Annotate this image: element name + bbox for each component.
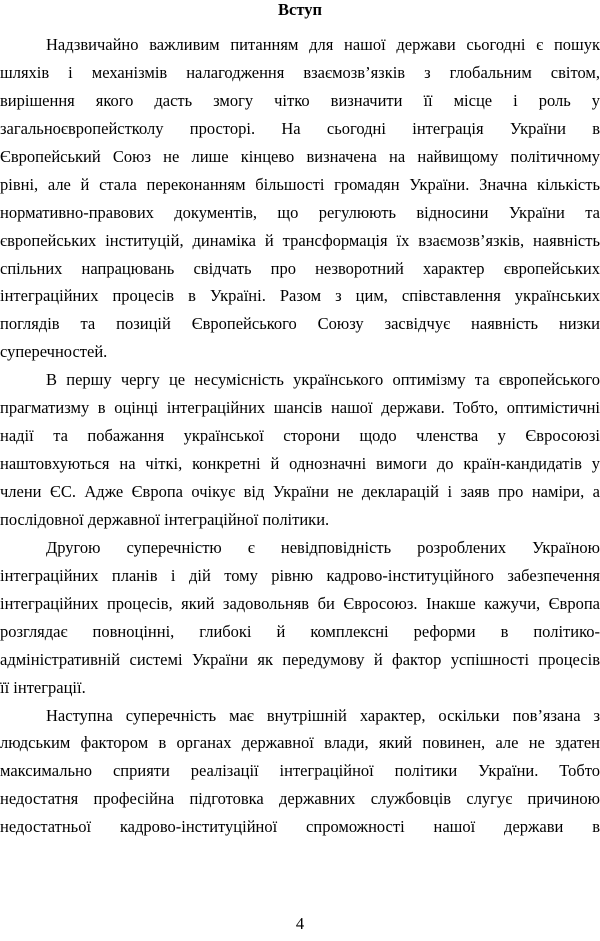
section-title: Вступ — [278, 0, 322, 19]
paragraph-1-line-6: рівні, але й стала переконанням більшості громадян України. Значна кількість — [0, 174, 600, 194]
paragraph-1-line-11: поглядів та позицій Європейського Союзу засвідчує наявність низки — [0, 314, 600, 334]
paragraph-2-line-4: наштовхуються на чіткі, конкретні й однозначні вимоги до країн-кандидатів у — [0, 454, 600, 474]
paragraph-1-line-3: вирішення якого дасть змогу чітко визначити її місце і роль у — [0, 90, 600, 110]
paragraph-1-line-1: Надзвичайно важливим питанням для нашої держави сьогодні є пошук — [46, 35, 600, 54]
paragraph-3-line-6: її інтеграції. — [0, 677, 86, 697]
paragraph-3-line-4: розглядає повноцінні, глибокі й комплексні реформи в політико- — [0, 621, 600, 641]
paragraph-3-line-3: інтеграційних процесів, який задовольняв би Євросоюз. Інакше кажучи, Європа — [0, 593, 600, 613]
paragraph-1-line-10: інтеграційних процесів в Україні. Разом з цим, співставлення українських — [0, 286, 600, 306]
paragraph-1-line-5: Європейський Союз не лише кінцево визначена на найвищому політичному — [0, 146, 600, 166]
paragraph-1-line-12: суперечностей. — [0, 342, 108, 362]
paragraph-2-line-3: надії та побажання української сторони щодо членства у Євросоюзі — [0, 426, 600, 446]
paragraph-4-line-5: недостатньої кадрово-інституційної спроможності нашої держави в — [0, 817, 600, 837]
paragraph-1-line-2: шляхів і механізмів налагодження взаємозв’язків з глобальним світом, — [0, 62, 600, 82]
paragraph-1-line-4: загальноєвропейстколу просторі. На сьогодні інтеграція України в — [0, 118, 600, 138]
paragraph-4-line-2: людським фактором в органах державної влади, який повинен, але не здатен — [0, 733, 600, 753]
body-text — [0, 31, 600, 841]
paragraph-2-line-5: члени ЄС. Адже Європа очікує від України не декларацій і заяв про наміри, а — [0, 482, 600, 501]
paragraph-1-line-7: нормативно-правових документів, що регулюють відносини України та — [0, 202, 600, 222]
page-number: 4 — [295, 914, 305, 933]
paragraph-3-line-2: інтеграційних планів і дій тому рівню кадрово-інституційного забезпечення — [0, 565, 600, 585]
paragraph-2-line-1: В першу чергу це несумісність українського оптимізму та європейського — [46, 370, 600, 390]
paragraph-3-line-5: адміністративній системі України як передумову й фактор успішності процесів — [0, 649, 600, 669]
paragraph-2-line-2: прагматизму в оцінці інтеграційних шансів нашої держави. Тобто, оптимістичні — [0, 398, 600, 418]
paragraph-1-line-9: спільних напрацювань свідчать про незворотний характер європейських — [0, 258, 600, 278]
paragraph-4-line-1: Наступна суперечність має внутрішній характер, оскільки пов’язана з — [46, 705, 600, 725]
paragraph-4-line-4: недостатня професійна підготовка державних службовців слугує причиною — [0, 789, 600, 809]
paragraph-4-line-3: максимально сприяти реалізації інтеграційної політики України. Тобто — [0, 761, 600, 781]
paragraph-3-line-1: Другою суперечністю є невідповідність розроблених Україною — [46, 537, 600, 557]
paragraph-2-line-6: послідовної державної інтеграційної політики. — [0, 509, 330, 529]
paragraph-1-line-8: європейських інституцій, динаміка й трансформація їх взаємозв’язків, наявність — [0, 230, 600, 250]
